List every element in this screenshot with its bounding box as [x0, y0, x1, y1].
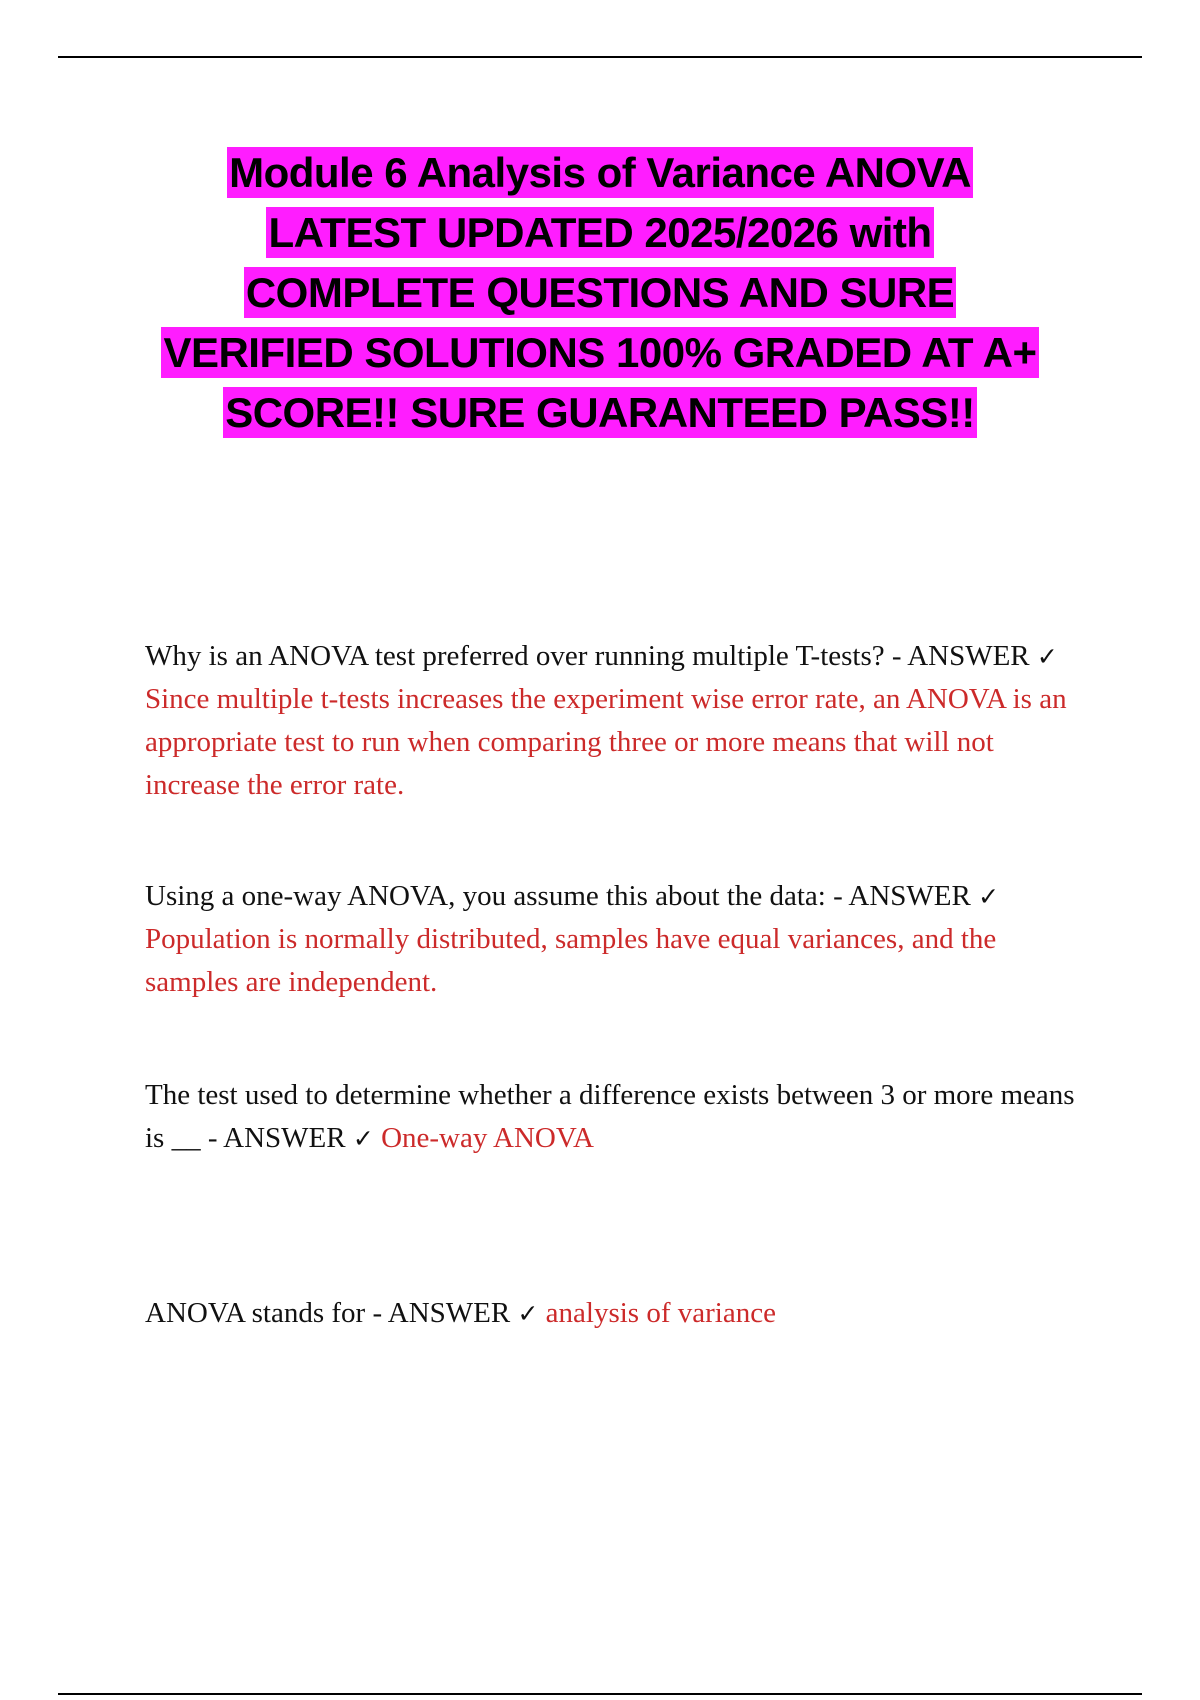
question-text: ANOVA stands for - [145, 1297, 388, 1329]
answer-text: Population is normally distributed, samples have equal variances, and the samples are independent. [145, 923, 997, 998]
answer-text: One-way ANOVA [373, 1122, 594, 1154]
checkmark-icon: ✓ [352, 1124, 374, 1153]
checkmark-icon: ✓ [517, 1299, 539, 1328]
answer-label: ANSWER [907, 640, 1037, 672]
document-title-text: Module 6 Analysis of Variance ANOVA LATEST UPDATED 2025/2026 with COMPLETE QUESTIONS AND SURE VERIFIED SOLUTIONS 100% GRADED AT A+ SCORE!! SURE GUARANTEED PASS!! [163, 149, 1037, 436]
top-divider [58, 56, 1142, 58]
document-title [150, 143, 1050, 443]
qa-item [145, 1292, 1085, 1335]
question-text: Using a one-way ANOVA, you assume this about the data: - [145, 880, 849, 912]
answer-label: ANSWER [387, 1297, 518, 1329]
qa-item [145, 635, 1085, 807]
question-text: Why is an ANOVA test preferred over running multiple T-tests? - [145, 640, 908, 672]
qa-item [145, 1074, 1085, 1160]
answer-text: Since multiple t-tests increases the experiment wise error rate, an ANOVA is an appropriate test to run when comparing three or more means that will not increase the error rate. [145, 683, 1067, 801]
question-text: The test used to determine whether a difference exists between 3 or more means is __ - [145, 1079, 1075, 1154]
answer-label: ANSWER [223, 1122, 353, 1154]
checkmark-icon: ✓ [978, 882, 1000, 911]
answer-label: ANSWER [848, 880, 979, 912]
qa-item [145, 875, 1085, 1004]
checkmark-icon: ✓ [1036, 642, 1058, 671]
bottom-divider [58, 1693, 1142, 1695]
answer-text: analysis of variance [538, 1297, 776, 1329]
